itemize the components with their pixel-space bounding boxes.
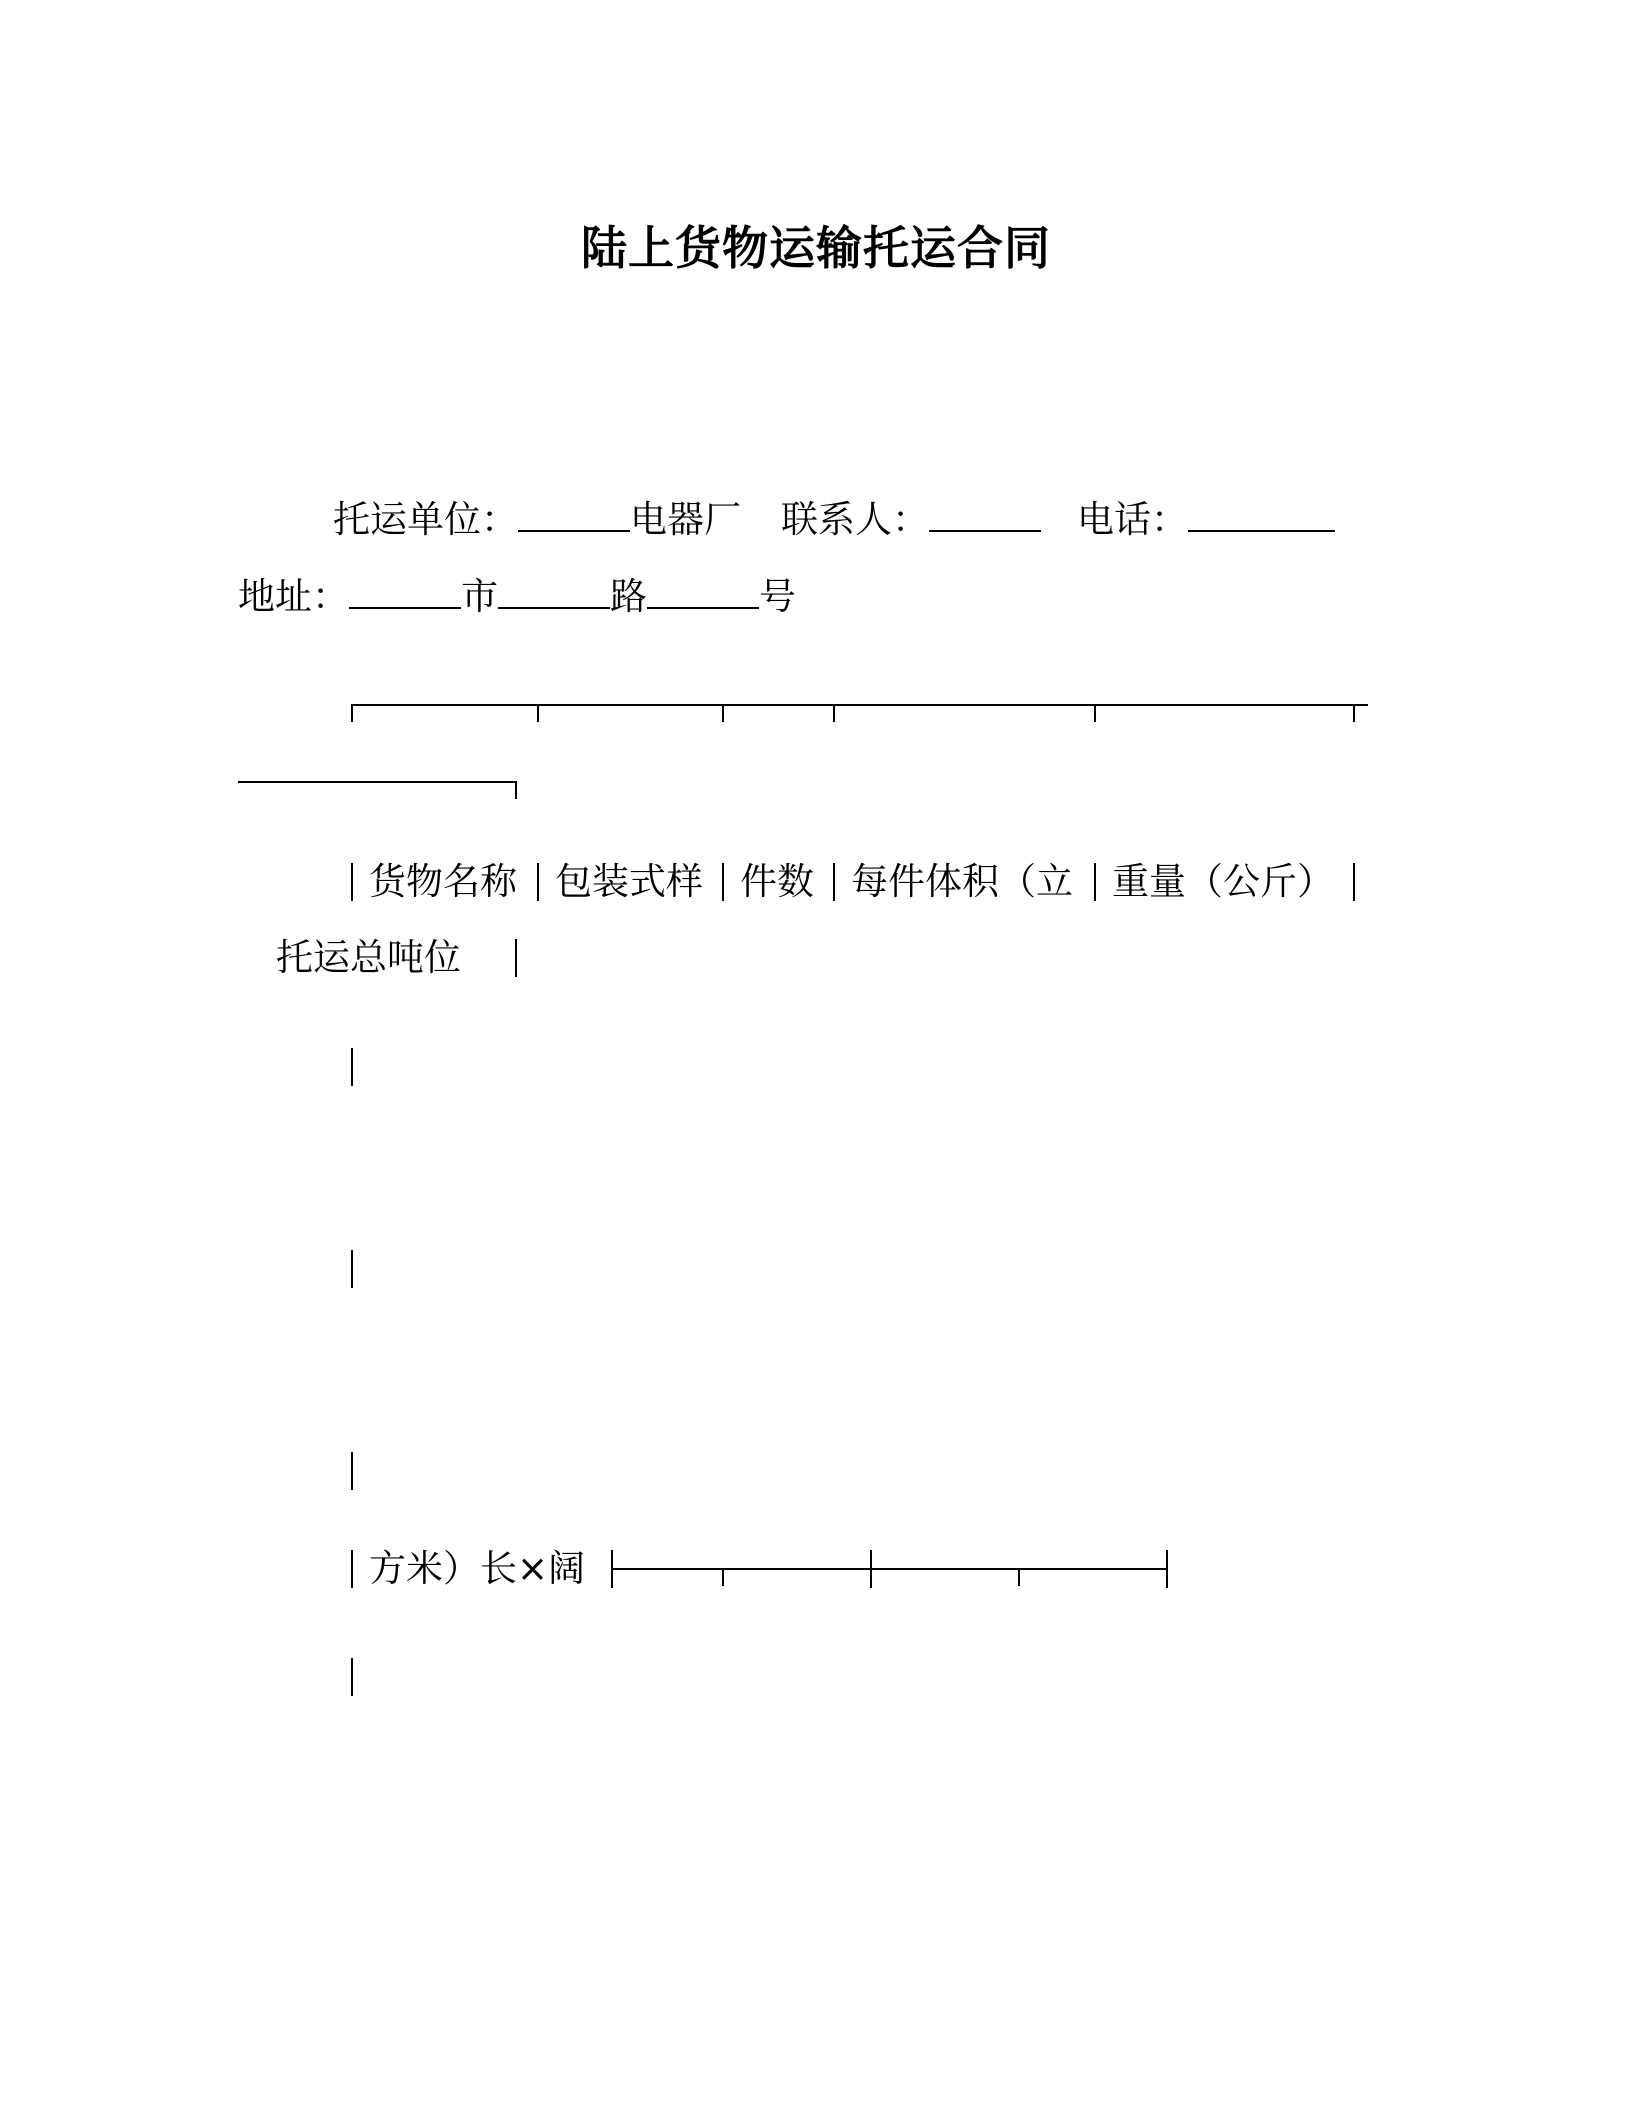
contact-line (781, 496, 1041, 544)
address-city-blank (349, 577, 461, 609)
volume-dim-tick-2 (870, 1550, 872, 1588)
phone-label: 电话： (1077, 498, 1188, 541)
phone-blank (1188, 500, 1335, 532)
header-sep-3 (833, 863, 835, 901)
shipper-line (333, 496, 741, 544)
row-sep-a (351, 1048, 353, 1086)
header-cell-total-tonnage: 托运总吨位 (276, 936, 461, 979)
shipper-unit-suffix: 电器厂 (630, 498, 741, 541)
volume-dim-line (611, 1568, 1168, 1570)
address-line (238, 573, 796, 621)
address-label: 地址： (238, 575, 349, 618)
table-top-wrap-tick (515, 781, 517, 799)
header-sep-0 (351, 863, 353, 901)
address-number: 号 (759, 575, 796, 618)
table-top-tick-3 (722, 704, 724, 722)
table-top-tick-4 (833, 704, 835, 722)
table-top-tick-5 (1094, 704, 1096, 722)
volume-cont-sep-0 (351, 1550, 353, 1588)
header-cell-packaging: 包装式样 (555, 860, 703, 903)
shipper-unit-label: 托运单位： (333, 498, 518, 541)
table-top-tick-6 (1353, 704, 1355, 722)
address-number-blank (647, 577, 759, 609)
shipper-unit-blank (518, 500, 630, 532)
volume-dim-tick-1 (722, 1568, 724, 1586)
row-sep-b (351, 1250, 353, 1288)
contact-label: 联系人： (781, 498, 929, 541)
volume-dim-tick-4 (1166, 1550, 1168, 1588)
table-top-border-wrap (238, 781, 516, 783)
row-sep-c (351, 1452, 353, 1490)
row-sep-d (351, 1658, 353, 1696)
table-top-tick-2 (537, 704, 539, 722)
contact-blank (929, 500, 1041, 532)
table-top-border (351, 704, 1368, 706)
header-cell-goods-name: 货物名称 (369, 860, 517, 903)
volume-dim-tick-3 (1018, 1568, 1020, 1586)
header-cont-sep (515, 939, 517, 977)
table-top-tick-1 (351, 704, 353, 722)
address-road-blank (498, 577, 610, 609)
header-cell-weight: 重量（公斤） (1112, 860, 1334, 903)
header-sep-2 (722, 863, 724, 901)
address-road: 路 (610, 575, 647, 618)
address-city: 市 (461, 575, 498, 618)
phone-line (1077, 496, 1335, 544)
document-title: 陆上货物运输托运合同 (581, 221, 1051, 275)
header-sep-5 (1353, 863, 1355, 901)
header-cell-quantity: 件数 (740, 860, 814, 903)
header-sep-4 (1094, 863, 1096, 901)
volume-continued-text: 方米）长×阔 (369, 1547, 586, 1590)
header-sep-1 (537, 863, 539, 901)
header-cell-volume: 每件体积（立 (851, 860, 1073, 903)
